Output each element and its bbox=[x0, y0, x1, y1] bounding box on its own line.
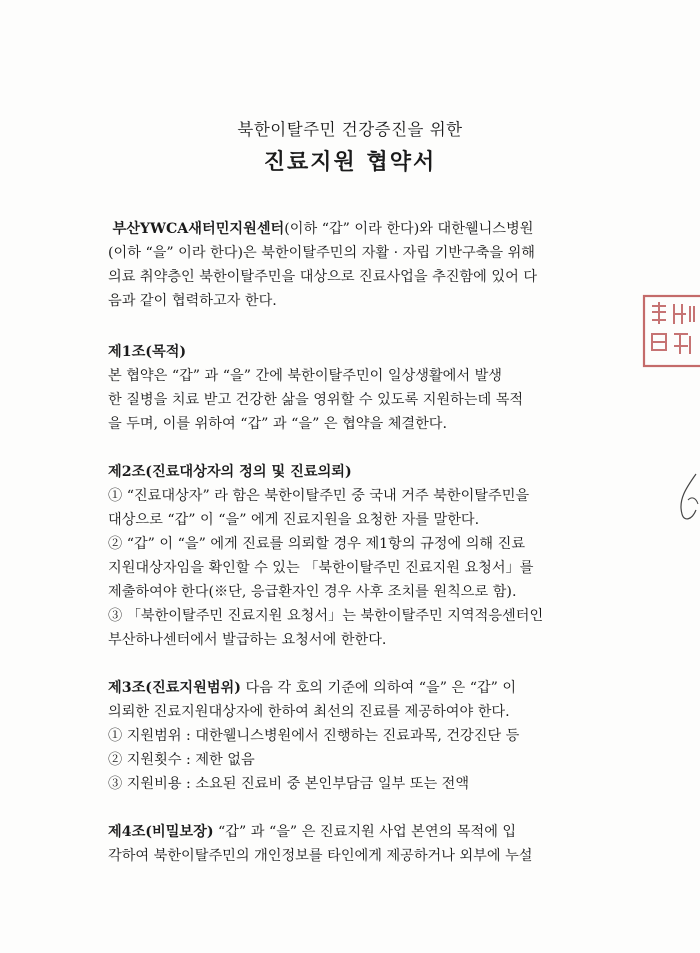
article-2-line: 부산하나센터에서 발급하는 요청서에 한한다. bbox=[108, 632, 387, 648]
signature-mark bbox=[668, 470, 700, 530]
party-a-name: 부산YWCA새터민지원센터 bbox=[112, 221, 285, 237]
intro-line-1-rest: (이하 “갑” 이라 한다)와 대한웰니스병원 bbox=[284, 221, 534, 237]
article-3-line: 의뢰한 진료지원대상자에 한하여 최선의 진료를 제공하여야 한다. bbox=[108, 704, 510, 720]
article-2-line: 대상으로 “갑” 이 “을” 에게 진료지원을 요청한 자를 말한다. bbox=[108, 512, 480, 528]
article-2-line: ① “진료대상자” 라 함은 북한이탈주민 중 국내 거주 북한이탈주민을 bbox=[108, 488, 530, 504]
article-1-heading: 제1조(목적) bbox=[108, 344, 187, 360]
document-title: 진료지원 협약서 bbox=[263, 149, 437, 175]
article-4-line: 각하여 북한이탈주민의 개인정보를 타인에게 제공하거나 외부에 누설 bbox=[108, 848, 533, 864]
article-1 bbox=[108, 340, 608, 436]
seal-stamp bbox=[640, 292, 700, 370]
intro-line-1 bbox=[108, 217, 608, 241]
intro-line-3: 의료 취약층인 북한이탈주민을 대상으로 진료사업을 추진함에 있어 다 bbox=[108, 269, 538, 285]
article-3 bbox=[108, 676, 608, 796]
article-2-line: ③ 「북한이탈주민 진료지원 요청서」는 북한이탈주민 지역적응센터인 bbox=[108, 608, 544, 624]
article-2-line: 지원대상자임을 확인할 수 있는 「북한이탈주민 진료지원 요청서」를 bbox=[108, 560, 534, 576]
seal-stamp-graphic bbox=[640, 292, 700, 370]
article-1-line: 한 질병을 치료 받고 건강한 삶을 영위할 수 있도록 지원하는데 목적 bbox=[108, 392, 524, 408]
article-2-line: ② “갑” 이 “을” 에게 진료를 의뢰할 경우 제1항의 규정에 의해 진료 bbox=[108, 536, 526, 552]
signature-stroke bbox=[668, 470, 700, 530]
intro-line-4: 음과 같이 협력하고자 한다. bbox=[108, 293, 277, 309]
article-2 bbox=[108, 460, 608, 652]
intro-paragraph bbox=[108, 217, 608, 313]
intro-line-2: (이하 “을” 이라 한다)은 북한이탈주민의 자활 · 자립 기반구축을 위해 bbox=[108, 245, 536, 261]
article-3-heading: 제3조(진료지원범위) bbox=[108, 680, 241, 696]
article-4-line-1-rest: “갑” 과 “을” 은 진료지원 사업 본연의 목적에 입 bbox=[213, 824, 517, 840]
article-2-heading: 제2조(진료대상자의 정의 및 진료의뢰) bbox=[108, 464, 352, 480]
article-3-line: ③ 지원비용 : 소요된 진료비 중 본인부담금 일부 또는 전액 bbox=[108, 776, 470, 792]
article-4-line-1 bbox=[108, 820, 608, 844]
article-3-line: ② 지원횟수 : 제한 없음 bbox=[108, 752, 255, 768]
document-subtitle: 북한이탈주민 건강증진을 위한 bbox=[237, 120, 463, 139]
article-3-line: ① 지원범위 : 대한웰니스병원에서 진행하는 진료과목, 건강진단 등 bbox=[108, 728, 520, 744]
article-4-heading: 제4조(비밀보장) bbox=[108, 824, 214, 840]
article-1-line: 본 협약은 “갑” 과 “을” 간에 북한이탈주민이 일상생활에서 발생 bbox=[108, 368, 503, 384]
article-1-line: 을 두며, 이를 위하여 “갑” 과 “을” 은 협약을 체결한다. bbox=[108, 416, 448, 432]
article-3-line-1 bbox=[108, 676, 608, 700]
article-3-line-1-rest: 다음 각 호의 기준에 의하여 “을” 은 “갑” 이 bbox=[240, 680, 517, 696]
article-4 bbox=[108, 820, 608, 868]
article-2-line: 제출하여야 한다(※단, 응급환자인 경우 사후 조치를 원칙으로 함). bbox=[108, 584, 517, 600]
